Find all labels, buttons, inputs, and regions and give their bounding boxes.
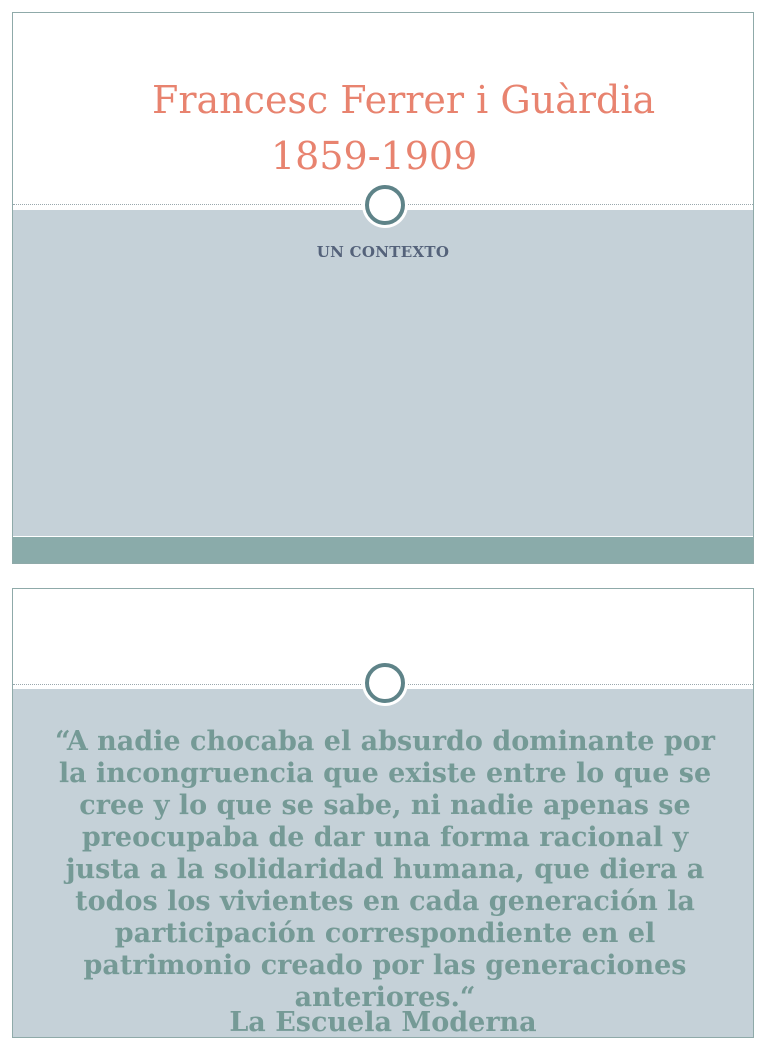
slide-title-line-1: Francesc Ferrer i Guàrdia — [152, 78, 656, 122]
title-slide — [12, 12, 754, 564]
quote-text: “A nadie chocaba el absurdo dominante por la incongruencia que existe entre lo que se cree y lo que se sabe, ni nadie apenas se preocupaba de dar una forma racional y justa a la solidaridad humana, que diera a todos los vivientes en cada generación la participación correspondiente en el patrimonio creado por las generaciones anteriores.“ — [55, 726, 715, 1013]
slide-subtitle: UN CONTEXTO — [316, 243, 450, 261]
circle-ornament-icon — [365, 663, 405, 703]
quote-author: La Escuela Moderna — [229, 1007, 537, 1038]
circle-ornament-icon — [365, 185, 405, 225]
quote-slide — [12, 588, 754, 1038]
slide-title-area — [13, 13, 753, 205]
slide-title-line-2: 1859-1909 — [271, 134, 478, 178]
slide-body-area — [13, 210, 753, 536]
bottom-band — [13, 537, 753, 564]
